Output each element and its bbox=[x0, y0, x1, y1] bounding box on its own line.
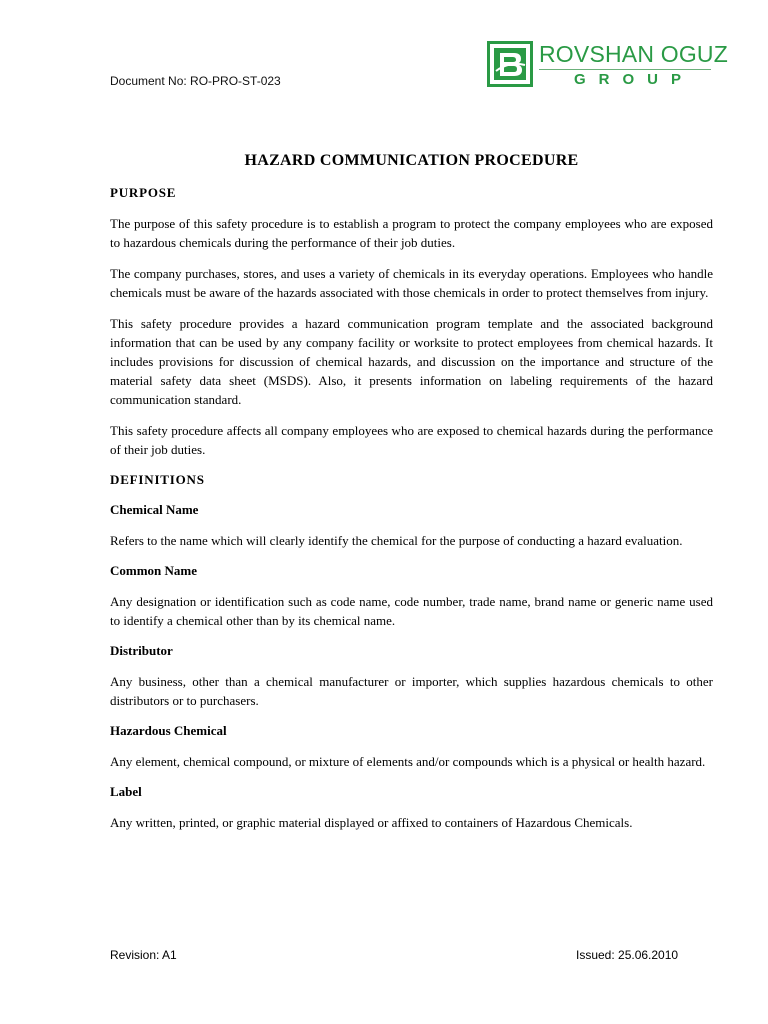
purpose-paragraph: The purpose of this safety procedure is to establish a program to protect the company employees who are exposed to hazardous chemicals during the performance of their job duties. bbox=[110, 216, 713, 250]
document-number: Document No: RO-PRO-ST-023 bbox=[110, 74, 281, 88]
definition-text: Any written, printed, or graphic material displayed or affixed to containers of Hazardous Chemicals. bbox=[110, 815, 633, 830]
definition-text: Any element, chemical compound, or mixture of elements and/or compounds which is a physical or health hazard. bbox=[110, 754, 706, 769]
definition-text: Any designation or identification such as code name, code number, trade name, brand name or generic name used to identify a chemical other than by its chemical name. bbox=[110, 594, 713, 628]
definitions-heading: DEFINITIONS bbox=[110, 472, 205, 487]
definition-term: Chemical Name bbox=[110, 502, 199, 517]
document-body bbox=[110, 150, 713, 844]
purpose-paragraph: The company purchases, stores, and uses a variety of chemicals in its everyday operations. Employees who handle chemicals must be aware of the hazards associated with those chemicals in order to protect themselves from injury. bbox=[110, 266, 713, 300]
purpose-paragraph: This safety procedure provides a hazard communication program template and the associated background information that can be used by any company facility or worksite to protect employees from chemical hazards. It includes provisions for discussion of chemical hazards, and discussion on the importance and structure of the material safety data sheet (MSDS). Also, it presents information on labeling requirements of the hazard communication standard. bbox=[110, 316, 713, 407]
company-logo bbox=[487, 41, 728, 89]
definition-term: Common Name bbox=[110, 563, 198, 578]
definition-term: Distributor bbox=[110, 643, 173, 658]
company-logo-mark-icon bbox=[487, 41, 533, 87]
definition-text: Any business, other than a chemical manufacturer or importer, which supplies hazardous chemicals to other distributors or to purchasers. bbox=[110, 674, 713, 708]
purpose-heading: PURPOSE bbox=[110, 185, 177, 200]
definition-text: Refers to the name which will clearly identify the chemical for the purpose of conducting a hazard evaluation. bbox=[110, 533, 683, 548]
footer-revision: Revision: A1 bbox=[110, 948, 177, 962]
logo-group-text: GROUP bbox=[574, 71, 695, 88]
footer-issued-date: Issued: 25.06.2010 bbox=[576, 948, 679, 962]
logo-company-name: ROVSHAN OGUZ bbox=[539, 41, 728, 67]
definition-term: Hazardous Chemical bbox=[110, 723, 227, 738]
purpose-paragraph: This safety procedure affects all company employees who are exposed to chemical hazards during the performance of their job duties. bbox=[110, 423, 713, 457]
definition-term: Label bbox=[110, 784, 142, 799]
document-title: HAZARD COMMUNICATION PROCEDURE bbox=[244, 152, 579, 169]
logo-divider bbox=[539, 69, 711, 70]
